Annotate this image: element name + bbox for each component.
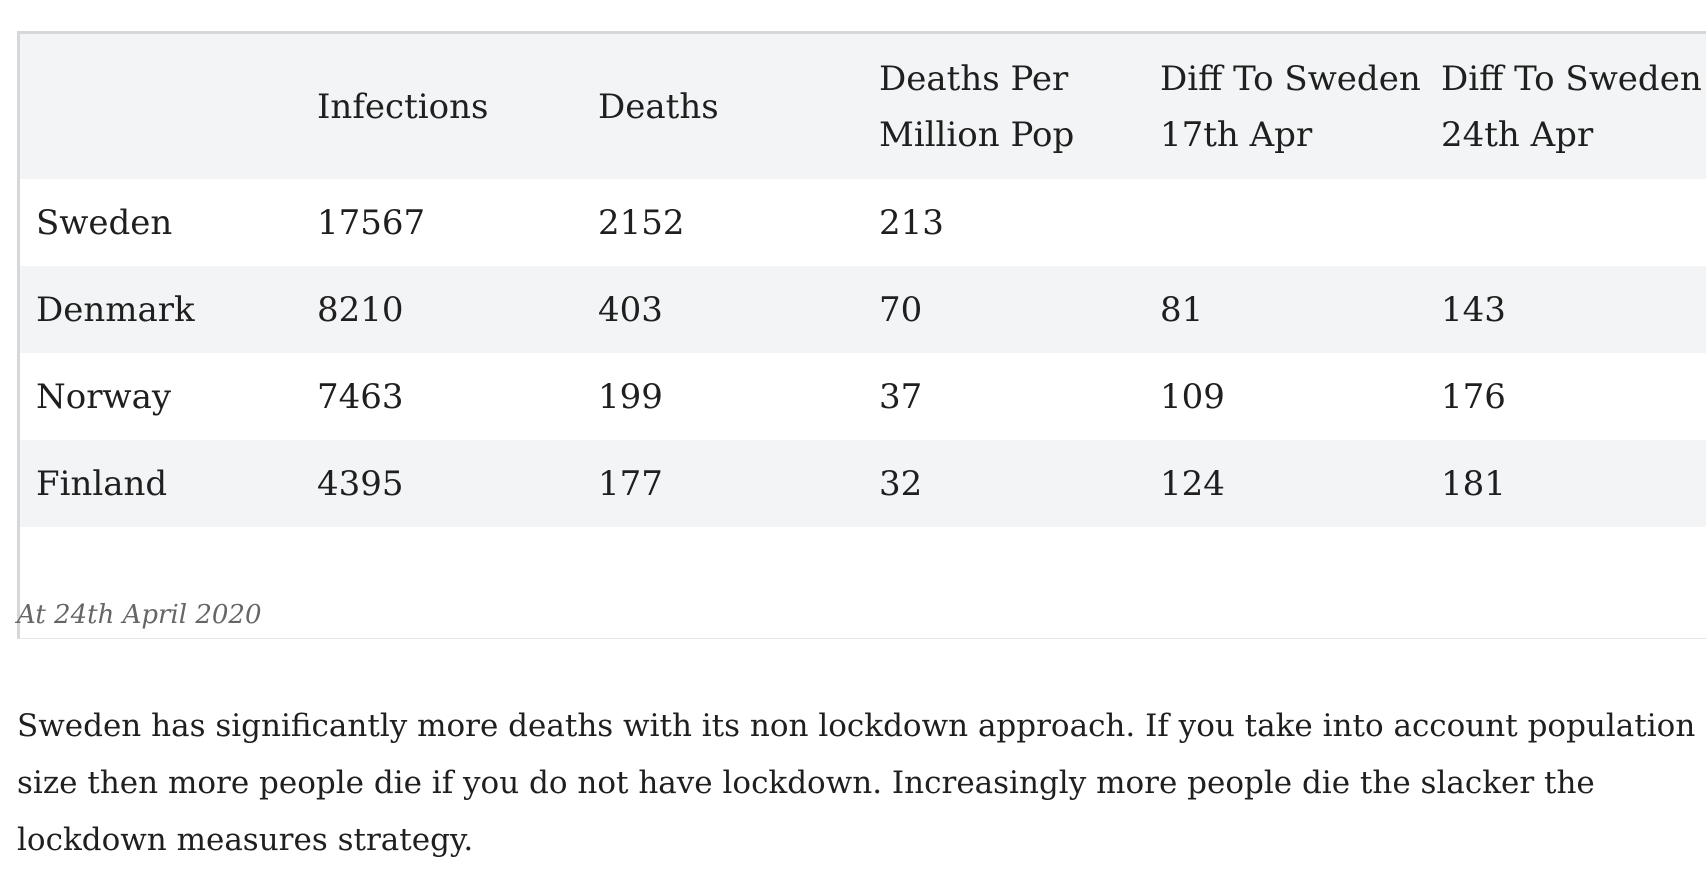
header-line: 17th Apr [1160, 114, 1313, 155]
cell-diff-17th [1144, 179, 1425, 266]
header-cell-country [20, 34, 301, 179]
table-body [20, 179, 1706, 527]
table-header [20, 34, 1706, 179]
cell-deaths-per-million: 37 [879, 376, 923, 417]
cell-infections: 4395 [317, 463, 404, 504]
header-line: Diff To Sweden [1441, 58, 1702, 99]
cell-diff-17th: 81 [1160, 289, 1204, 330]
cell-diff-17th: 124 [1160, 463, 1225, 504]
cell-deaths: 403 [598, 289, 663, 330]
paragraph: Sweden has significantly more deaths with its non lockdown approach. If you take into account population size then more people die if you do not have lockdown. Increasingly more people die the slacker the lockdown measures strategy. [17, 708, 1696, 858]
cell-country: Sweden [36, 202, 173, 243]
header-line: 24th Apr [1441, 114, 1594, 155]
header-cell-diff-24th [1425, 34, 1706, 179]
cell-diff-24th [1425, 179, 1706, 266]
cell-diff-24th: 181 [1441, 463, 1506, 504]
cell-deaths: 2152 [598, 202, 685, 243]
cell-infections: 8210 [317, 289, 404, 330]
table-figure [17, 31, 1706, 639]
table-row [20, 266, 1706, 353]
header-cell-deaths-per-million [863, 34, 1144, 179]
cell-deaths-per-million: 70 [879, 289, 923, 330]
table-caption: At 24th April 2020 [17, 600, 262, 630]
cell-deaths: 199 [598, 376, 663, 417]
cell-diff-24th: 143 [1441, 289, 1506, 330]
header-row [20, 34, 1706, 179]
cell-deaths-per-million: 32 [879, 463, 923, 504]
header-line: Million Pop [879, 114, 1075, 155]
cell-deaths: 177 [598, 463, 663, 504]
table-row [20, 353, 1706, 440]
cell-diff-17th: 109 [1160, 376, 1225, 417]
article-body [17, 698, 1697, 869]
data-table [20, 34, 1706, 527]
header-cell-deaths: Deaths [598, 86, 719, 127]
cell-diff-24th: 176 [1441, 376, 1506, 417]
table-row [20, 179, 1706, 266]
cell-country: Denmark [36, 289, 195, 330]
cell-infections: 17567 [317, 202, 426, 243]
cell-country: Norway [36, 376, 172, 417]
header-line: Diff To Sweden [1160, 58, 1421, 99]
header-line: Deaths Per [879, 58, 1069, 99]
header-cell-infections: Infections [317, 86, 489, 127]
table-row [20, 440, 1706, 527]
header-cell-diff-17th [1144, 34, 1425, 179]
cell-infections: 7463 [317, 376, 404, 417]
cell-country: Finland [36, 463, 168, 504]
cell-deaths-per-million: 213 [879, 202, 944, 243]
